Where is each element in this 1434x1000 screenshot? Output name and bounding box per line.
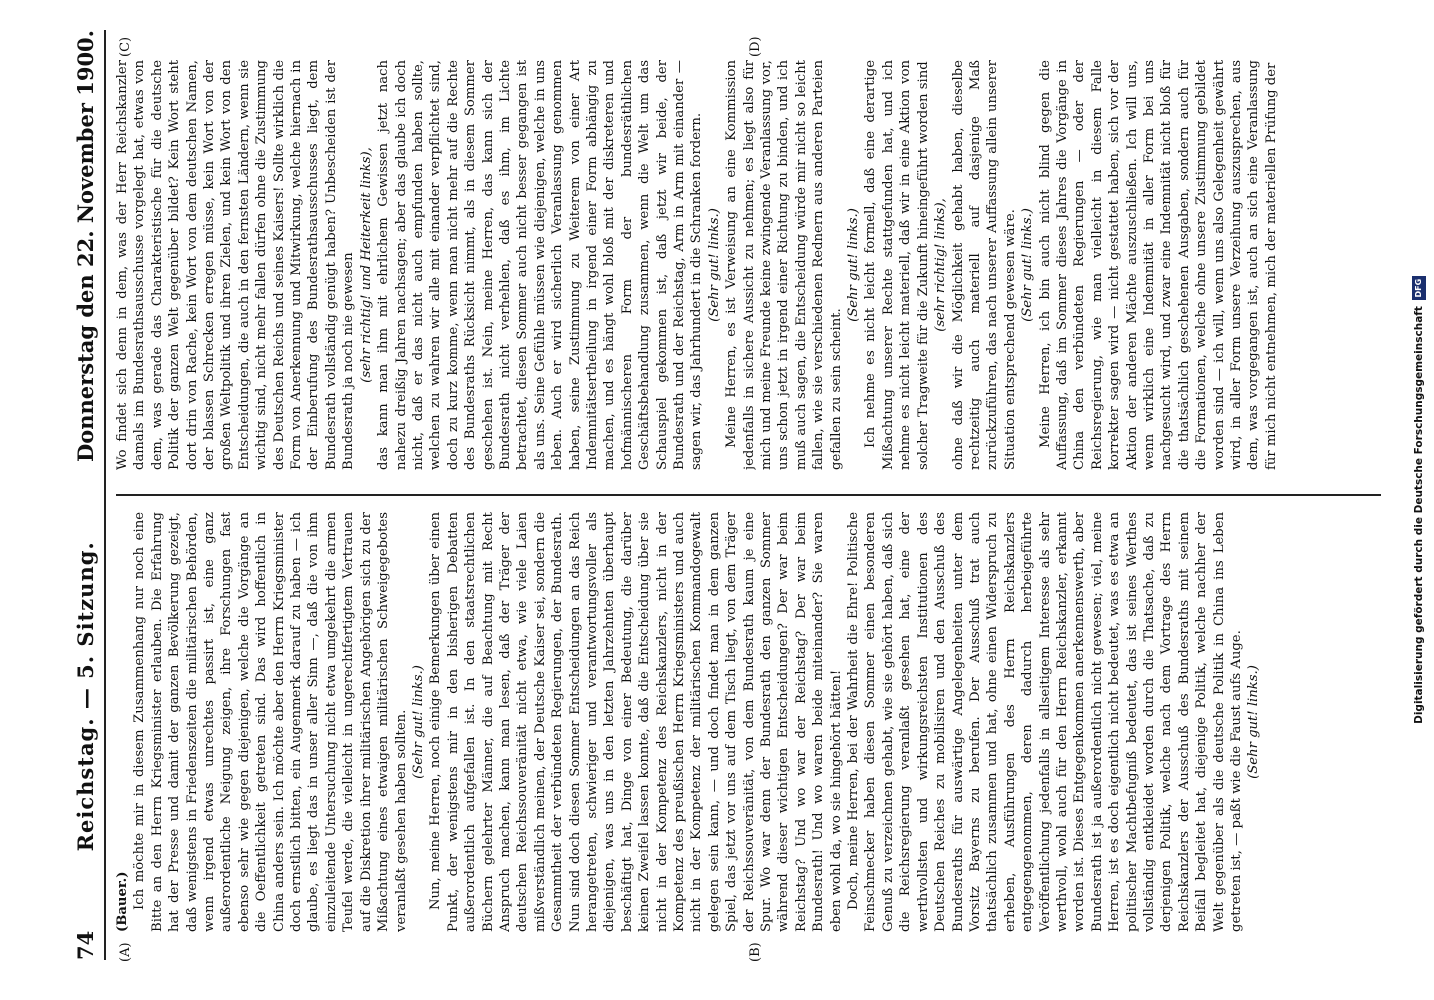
page-number: 74 xyxy=(73,930,98,960)
paragraph: das kann man ihm mit ehrlichem Gewissen jetzt nach nahezu dreißig Jahren nachsagen; aber das glaube ich doch nicht, daß er das nicht auch empfunden haben sollte, welchen zu wahren wir alle mit einander verpflichtet sind, doch zu kurz komme, wenn man nicht mehr auf die Rechte des Bundesraths Rücksicht nimmt, als in diesem Sommer geschehen ist. Nein, meine Herren, das kann sich der Bundesrath nicht verhehlen, daß es ihm, im Lichte betrachtet, diesen Sommer auch nicht besser gegangen ist als uns. Seine Gefühle müssen wie diejenigen, welche in uns leben. Auch er wird sicherlich Veranlassung genommen haben, seine Zustimmung zu Weiterem von einer Art Indemnitätsertheilung in irgend einer Form abhängig zu machen, und es hängt wohl bloß mit der diskreteren und hofmännischeren Form der bundesräthlichen Geschäftsbehandlung zusammen, wenn die Welt um das Schauspiel gekommen ist, daß jetzt wir beide, der Bundesrath und der Reichstag, Arm in Arm mit einander — sagen wir, das Jahrhundert in die Schranken fordern. xyxy=(376,60,705,470)
marker-b: (B) xyxy=(748,942,763,962)
reaction: (Sehr gut! links.) xyxy=(846,208,862,322)
page-header xyxy=(58,30,98,960)
paragraph: ohne daß wir die Möglichkeit gehabt haben, dieselbe rechtzeitig auch materiell auf dasjenige Maß zurückzuführen, das nach unserer Auffassung allein unserer Situation entsprechend gewesen wäre. xyxy=(950,60,1018,470)
paragraph: Meine Herren, ich bin auch nicht blind gegen die Auffassung, daß im Sommer dieses Jahres die Vorgänge in China den verbündeten Regierungen — oder der Reichsregierung, wie man vielleicht in diesem Falle korrekter sagen wird — nicht gestattet haben, sich vor der Aktion der anderen Mächte auszuschließen. Ich will uns, wenn wirklich eine Indemnität in aller Form bei uns nachgesucht wird, und zwar eine Indemnität nicht bloß für die thatsächlich geschehenen Ausgaben, sondern auch für die Formationen, welche ohne unsere Zustimmung gebildet worden sind — ich will, wenn uns also Gelegenheit gewährt wird, in aller Form unsere Verzeihung auszusprechen, aus dem, was vorgegangen ist, auch an sich eine Veranlassung für mich nicht entnehmen, mich der materiellen Prüfung der xyxy=(1037,60,1279,470)
dfg-logo: DFG xyxy=(1412,276,1426,300)
paragraph: Meine Herren, es ist Verweisung an eine Kommission jedenfalls in sichere Aussicht zu nehmen; es liegt also für mich und meine Freunde keine zwingende Veranlassung vor, uns schon jetzt in irgend einer Richtung zu binden, und ich muß auch sagen, die Entscheidung würde mir nicht so leicht fallen, wie sie verschiedenen Rednern aus anderen Parteien gefallen zu sein scheint. xyxy=(724,60,844,470)
newspaper-page xyxy=(58,30,1398,960)
marker-d: (D) xyxy=(748,36,763,57)
marker-a: (A) xyxy=(118,942,133,962)
page-title: Reichstag. — 5. Sitzung. xyxy=(73,541,98,852)
header-rule xyxy=(104,30,106,960)
paragraph: Ich möchte mir in diesem Zusammenhang nur noch eine Bitte an den Herrn Kriegsminister erlauben. Die Erfahrung hat der Presse und damit der ganzen Bevölkerung gezeigt, daß wenigstens in Friedenszeiten die militärischen Behörden, wenn irgend etwas unrechtes passirt ist, eine ganz außerordentliche Neigung zeigen, ihre Forschungen fast ebenso sehr wie gegen diejenigen, welche die Vorgänge an die Oeffentlichkeit getreten sind. Das wird hoffentlich in China anders sein. Ich möchte aber den Herrn Kriegsminister doch ernstlich bitten, ein Augenmerk darauf zu haben — ich glaube, es liegt das in unser aller Sinn —, daß die von ihm einzuleitende Untersuchung nicht etwa umgekehrt die armen Teufel werde, die vielleicht in ungerechtfertigtem Vertrauen auf die Diskretion ihrer militärischen Angehörigen sich zu der Mißachtung eines etwaigen militärischen Schweigegebotes veranlaßt gesehen haben sollten. xyxy=(132,512,409,932)
reaction: (sehr richtig! und Heiterkeit links), xyxy=(358,147,374,383)
right-column xyxy=(114,60,1384,470)
left-column xyxy=(114,512,1384,932)
paragraph: Ich nehme es nicht leicht formell, daß eine derartige Mißachtung unserer Rechte stattgefunden hat, und ich nehme es nicht leicht materiell, daß wir in eine Aktion von solcher Tragweite für die Zukunft hineingeführt worden sind xyxy=(863,60,931,470)
column-rule xyxy=(116,494,1381,496)
paragraph: Wo findet sich denn in dem, was der Herr Reichskanzler damals im Bundesrathsausschusse vorgelegt hat, etwas von dem, was gerade das Charakteristische für die deutsche Politik der ganzen Welt gegenüber bildet? Kein Wort steht dort drin von Rache, kein Wort von dem deutschen Namen, der blassen Schrecken erregen müsse, kein Wort von der großen Weltpolitik und ihren Zielen, und kein Wort von den Entscheidungen, die auch in den fernsten Ländern, wenn sie wichtig sind, nicht mehr fallen dürfen ohne die Zustimmung des Deutschen Reichs und seines Kaisers! Sollte wirklich die Form von Anerkennung und Mitwirkung, welche hiernach in der Einberufung des Bundesrathsausschusses liegt, dem Bundesrath vollständig genügt haben? Unbescheiden ist der Bundesrath ja noch nie gewesen xyxy=(115,60,357,470)
reaction: (Sehr gut! links.) xyxy=(410,665,426,779)
paragraph: Nun, meine Herren, noch einige Bemerkungen über einen Punkt, der wenigstens mir in den bisherigen Debatten außerordentlich aufgefallen ist. In den staatsrechtlichen Büchern gelehrter Männer, die auf Beachtung mit Recht Anspruch machen, kann man lesen, daß der Träger der deutschen Reichssouveränität nicht etwa, wie viele Laien mißverständlich meinen, der Deutsche Kaiser sei, sondern die Gesammtheit der verbündeten Regierungen, der Bundesrath. Nun sind doch diesen Sommer Entscheidungen an das Reich herangetreten, schwieriger und verantwortungsvoller als diejenigen, was uns in den letzten Jahrzehnten überhaupt beschäftigt hat, Dinge von einer Bedeutung, die darüber keinen Zweifel lassen konnte, daß die Entscheidung über sie nicht in der Kompetenz des Reichskanzlers, nicht in der Kompetenz des preußischen Herrn Kriegsministers und auch nicht in der Kompetenz der militärischen Kommandogewalt gelegen sein kann, — und doch findet man in dem ganzen Spiel, das jetzt vor uns auf dem Tisch liegt, von dem Träger der Reichssouveränität, von dem Bundesrath kaum je eine Spur. Wo war denn der Bundesrath den ganzen Sommer während dieser wichtigen Entscheidungen? Der war beim Reichstag? Und wo war der Reichstag? Der war beim Bundesrath! Und wo waren beide miteinander? Sie waren eben wohl da, wo sie hingehört hätten! xyxy=(428,512,844,932)
session-date: Donnerstag den 22. November 1900. xyxy=(73,30,98,462)
reaction: (Sehr gut! links.) xyxy=(706,208,722,322)
paragraph: Doch, meine Herren, bei der Wahrheit die Ehre! Politische Feinschmecker haben diesen Sommer einen besonderen Genuß zu verzeichnen gehabt, wie sie gehört haben, daß sich die Reichsregierung veranlaßt gesehen hat, eine der werthvollsten und wirkungsreichsten Institutionen des Deutschen Reiches zu mobilisiren und den Ausschuß des Bundesraths für auswärtige Angelegenheiten unter dem Vorsitz Bayerns zu berufen. Der Ausschuß trat auch thatsächlich zusammen und hat, ohne einen Widerspruch zu erheben, Ausführungen des Herrn Reichskanzlers entgegengenommen, deren dadurch herbeigeführte Veröffentlichung jedenfalls in allseitigem Interesse als sehr werthvoll, wohl auch für den Herrn Reichskanzler, erkannt worden ist. Dieses Entgegenkommen anerkennenswerth, aber Bundesrath ist ja außerordentlich nicht gewesen; viel, meine Herren, ist es doch eigentlich nicht bedeutet, was es etwa an politischer Machtbefugniß bedeutet, das ist seines Werthes vollständig entkleidet worden durch die Thatsache, daß zu derjenigen Politik, welche nach dem Vortrage des Herrn Reichskanzlers der Ausschuß des Bundesraths mit seinem Beifall begleitet hat, diejenige Politik, welche nachher der Welt gegenüber als die deutsche Politik in China ins Leben getreten ist, — paßt wie die Faust aufs Auge. xyxy=(846,512,1244,932)
reaction: (Sehr gut! links.) xyxy=(1020,208,1036,322)
credit-text: Digitalisierung gefördert durch die Deutsche Forschungsgemeinschaft xyxy=(1413,306,1425,724)
reaction: (sehr richtig! links), xyxy=(933,198,949,332)
digitization-credit xyxy=(1404,0,1434,1000)
reaction: (Sehr gut! links.) xyxy=(1246,665,1262,779)
marker-c: (C) xyxy=(118,36,133,57)
speaker-name: (Bauer.) xyxy=(115,871,130,932)
